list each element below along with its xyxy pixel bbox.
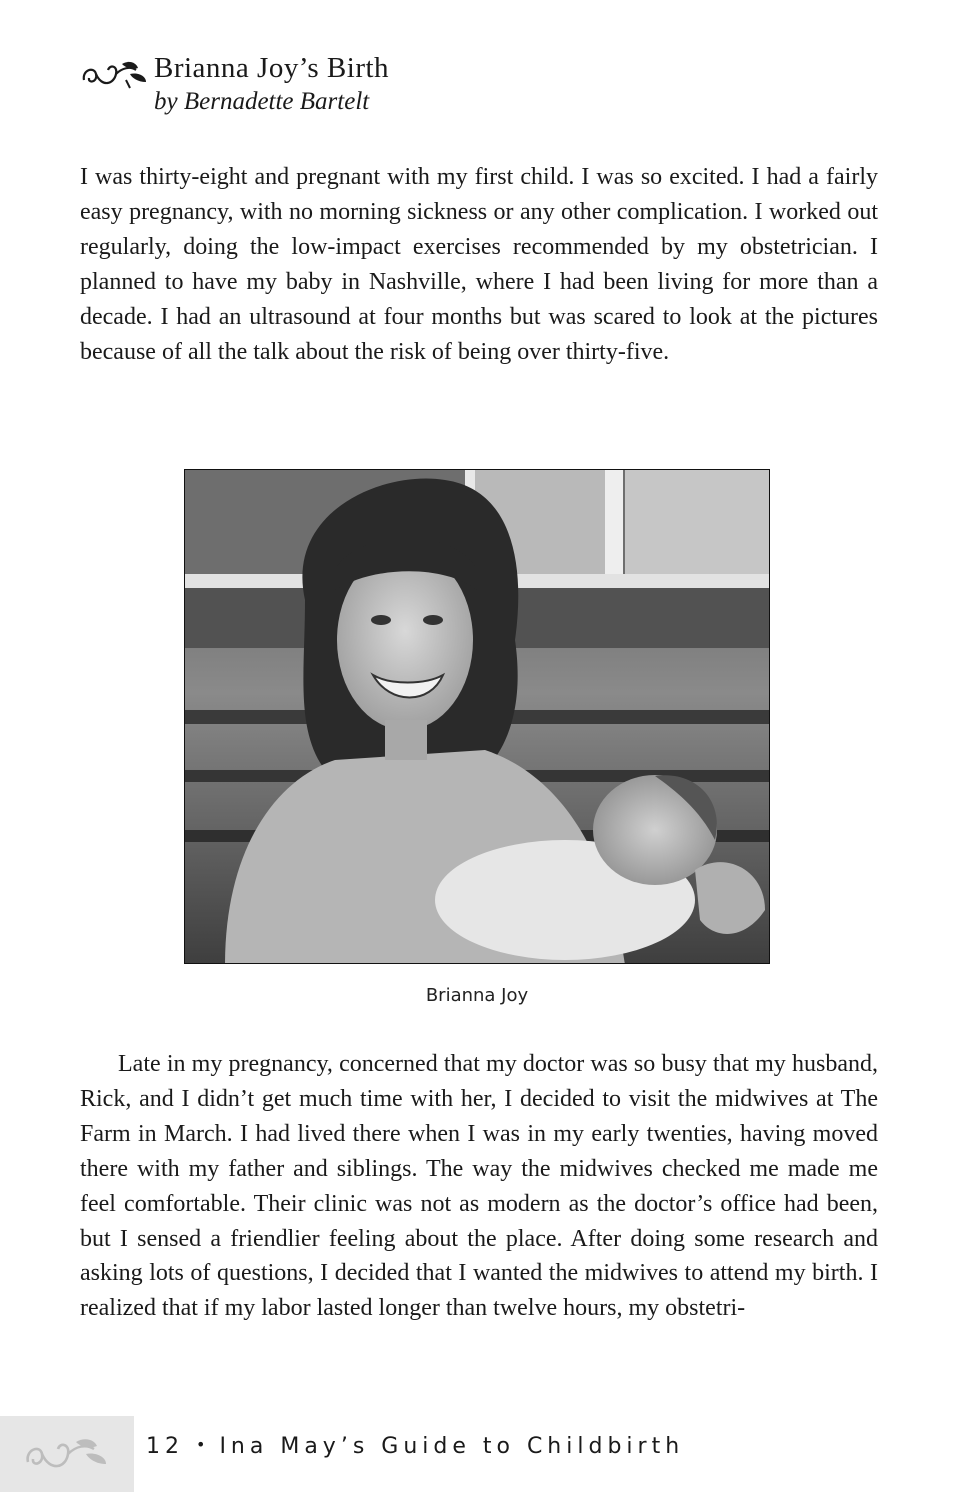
running-footer (146, 1434, 684, 1459)
book-title: Ina May’s Guide to Childbirth (219, 1434, 685, 1459)
footer-ornament-box (0, 1416, 134, 1492)
mother-and-baby-photo (184, 469, 770, 964)
paragraph-midwives: Late in my pregnancy, concerned that my doctor was so busy that my husband, Rick, and I didn’t get much time with her, I decided to visit the midwives at The Farm in March. I had lived there when I was in my early twenties, having moved there with my father and siblings. The way the midwives checked me made me feel comfortable. Their clinic was not as modern as the doctor’s office had been, but I sensed a friendlier feeling about the place. After doing some research and asking lots of questions, I decided that I wanted the midwives to attend my birth. I realized that if my labor lasted longer than twelve hours, my obstetri- (80, 1051, 878, 1322)
footer-flourish-icon (22, 1434, 112, 1480)
flourish-ornament-icon (80, 58, 150, 94)
chapter-title: Brianna Joy’s Birth (154, 52, 390, 84)
photo-caption: Brianna Joy (425, 985, 529, 1006)
author-byline: by Bernadette Bartelt (154, 88, 370, 115)
paragraph-intro: I was thirty-eight and pregnant with my first child. I was so excited. I had a fairly easy pregnancy, with no morning sickness or any other complication. I worked out regularly, doing the low-impact exercises recommended by my obstetrician. I planned to have my baby in Nashville, where I had been living for more than a decade. I had an ultrasound at four months but was scared to look at the pictures because of all the talk about the risk of being over thirty-five. (80, 164, 878, 365)
page-number: 12 (146, 1434, 184, 1459)
footer-separator: • (196, 1435, 206, 1454)
